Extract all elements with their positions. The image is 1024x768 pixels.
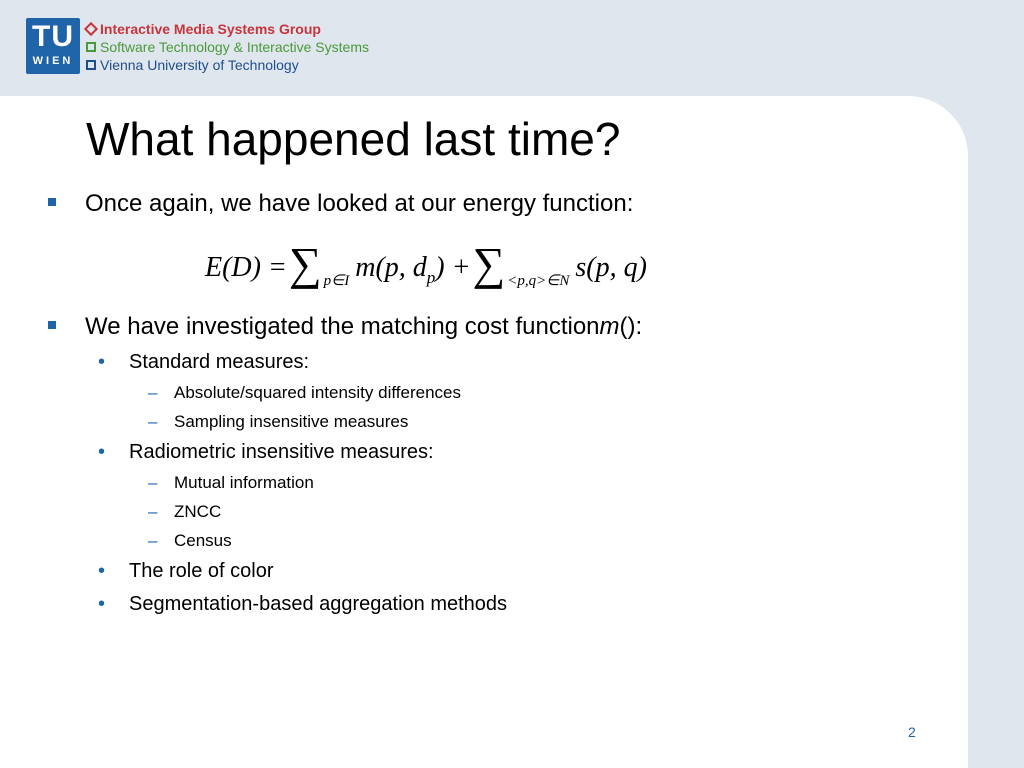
sum-icon: ∑ — [288, 238, 322, 289]
red-diamond-icon — [84, 22, 98, 36]
organization-lines — [86, 20, 369, 74]
item-absolute-differences: – Absolute/squared intensity differences — [148, 383, 461, 402]
item-standard-measures: • Standard measures: — [98, 351, 310, 373]
bullet-energy-function: Once again, we have looked at our energy function: — [48, 190, 633, 218]
item-census: – Census — [148, 531, 232, 550]
org-line-tu: Vienna University of Technology — [86, 56, 369, 74]
green-square-icon — [86, 42, 96, 52]
bullet-matching-cost: We have investigated the matching cost function m (): — [48, 313, 642, 341]
item-zncc: – ZNCC — [148, 502, 222, 521]
org-line-stis: Software Technology & Interactive Systems — [86, 38, 369, 56]
square-bullet-icon — [48, 321, 56, 329]
slide-title: What happened last time? — [86, 113, 621, 165]
item-sampling-insensitive: – Sampling insensitive measures — [148, 412, 409, 431]
square-bullet-icon — [48, 198, 56, 206]
tu-wien-logo — [26, 18, 80, 74]
header — [0, 0, 1024, 96]
item-role-of-color: • The role of color — [98, 560, 274, 582]
item-segmentation-aggregation: • Segmentation-based aggregation methods — [98, 593, 508, 615]
page-number: 2 — [908, 724, 916, 740]
item-mutual-information: – Mutual information — [148, 473, 314, 492]
org-line-ims: Interactive Media Systems Group — [86, 20, 369, 38]
blue-square-icon — [86, 60, 96, 70]
logo-tu-text: TU — [32, 20, 74, 53]
energy-formula: E(D) = ∑ p∈I m(p, d p ) + ∑ <p,q>∈N s(p, q) — [205, 238, 647, 289]
sum-icon: ∑ — [472, 238, 506, 289]
item-radiometric-measures: • Radiometric insensitive measures: — [98, 441, 434, 463]
logo-wien-text: WIEN — [32, 55, 74, 67]
